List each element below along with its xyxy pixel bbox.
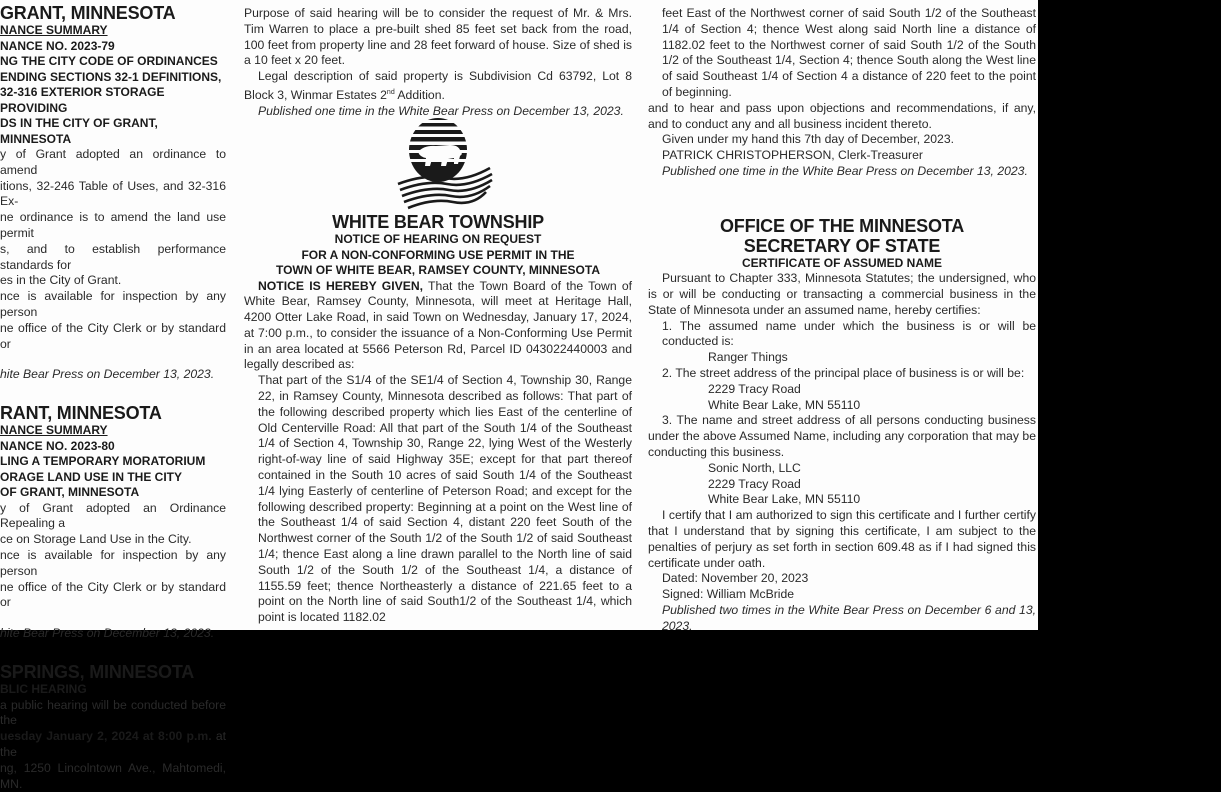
body-line: ne office of the City Clerk or by standard or [0, 579, 226, 610]
legal-description [244, 69, 632, 104]
list-item: 2. The street address of the principal place of business is or will be: [662, 366, 1025, 381]
body-line: ng, 1250 Lincolntown Ave., Mahtomedi, MN. [0, 760, 226, 791]
column-left [0, 0, 226, 792]
notice-subheading: NANCE SUMMARY [0, 423, 108, 438]
notice-subheading: NANCE SUMMARY [0, 23, 108, 37]
legal-description: That part of the S1/4 of the SE1/4 of Section 4, Township 30, Range 22, in Ramsey County, Minnesota described as follows: That part of the following described property which lies East of the centerline of Old Centerville Road: All that part of the South 1/4 of the Southeast 1/4 of Section 4, Township 30, Range 22, lying West of the Westerly right-of-way line of said Highway 35E; except for that part thereof contained in the South 10 acres of said South 1/4 of the Southeast 1/4 lying Easterly of centerline of Peterson Road; and except for the following described property: Beginning at a point on the West line of the Southeast 1/4 of said Section 4, distant 220 feet South of the Northwest corner of the South 1/2 of the South 1/2 of said Southeast 1/4; thence East along a line drawn parallel to the North line of said South 1/2 of the South 1/2 of the Southeast 1/4, a distance of 1155.59 feet; thence Northeasterly a distance of 221.65 feet to a point on the North line of said South1/2 of the Southeast 1/4, which point is located 1182.02 [258, 373, 632, 625]
notice-subheading: NOTICE OF HEARING ON REQUEST [334, 232, 542, 246]
published-note: Published one time in the White Bear Press on December 13, 2023. [258, 103, 624, 118]
white-bear-township-logo-icon [390, 112, 500, 212]
signature-date: Dated: November 20, 2023 [662, 571, 809, 586]
ordinance-title-line: OF GRANT, MINNESOTA [0, 485, 140, 500]
certification-paragraph: I certify that I am authorized to sign this certificate and I further certify that I understand that by signing this certificate, I am subject to the penalties of perjury as set forth in section 609.48 as if I had signed this certificate under oath. [648, 508, 1036, 570]
address-line: 2229 Tracy Road [708, 476, 801, 491]
address-line: White Bear Lake, MN 55110 [708, 492, 861, 507]
business-owner-name: Sonic North, LLC [708, 460, 801, 475]
body-line: ne office of the City Clerk or by standard or [0, 320, 226, 351]
ordinance-title-line: LING A TEMPORARY MORATORIUM [0, 454, 206, 469]
body-line: ne ordinance is to amend the land use permit [0, 210, 226, 240]
body-paragraph: Purpose of said hearing will be to consider the request of Mr. & Mrs. Tim Warren to place a pre-built shed 85 feet set back from the road, 100 feet from property line and 28 feet forward of house. Size of shed is a 10 feet x 20 feet. [244, 6, 632, 68]
body-text: Addition. [394, 88, 445, 103]
notice-heading: GRANT, MINNESOTA [0, 3, 176, 23]
body-line: itions, 32-246 Table of Uses, and 32-316 Ex- [0, 178, 226, 209]
ordinal-suffix: nd [386, 88, 395, 96]
list-item: 3. The name and street address of all persons conducting business under the above Assumed Name, including any corporation that may be conducting this business. [648, 413, 1036, 460]
notice-white-bear-township [244, 212, 632, 626]
body-line: a public hearing will be conducted before the [0, 697, 226, 728]
body-line [0, 729, 226, 761]
ordinance-title-line: ENDING SECTIONS 32-1 DEFINITIONS, [0, 69, 222, 84]
body-text: at the [0, 729, 226, 759]
body-line: nce is available for inspection by any person [0, 289, 226, 319]
notice-grant-2023-80 [0, 383, 226, 642]
published-note: Published two times in the White Bear Press on December 6 and 13, 2023. [662, 603, 1036, 633]
address-line: 2229 Tracy Road [708, 381, 801, 396]
ordinance-title-line: ORAGE LAND USE IN THE CITY [0, 469, 183, 484]
published-note: Published one time in the White Bear Press on December 13, 2023. [662, 163, 1028, 178]
legal-description: feet East of the Northwest corner of said South 1/2 of the Southeast 1/4 of Section 4; thence West along said North line a distance of 1182.02 feet to the Northwest corner of said South 1/2 of the South 1/2 of the Southeast 1/4, Section 4; thence South along the West line of said Southeast 1/4 of Section 4 a distance of 220 feet to the point of beginning. [662, 6, 1036, 99]
address-line: White Bear Lake, MN 55110 [708, 397, 861, 412]
body-line: nce is available for inspection by any person [0, 548, 226, 578]
notice-title: WHITE BEAR TOWNSHIP [332, 212, 544, 232]
notice-lead: NOTICE IS HEREBY GIVEN, [258, 278, 424, 293]
body-line: s, and to establish performance standards for [0, 241, 226, 272]
body-line: ce on Storage Land Use in the City. [0, 532, 192, 547]
body-paragraph: Pursuant to Chapter 333, Minnesota Statutes; the undersigned, who is or will be conducting or transacting a commercial business in the State of Minnesota under an assumed name, hereby certifies: [648, 271, 1036, 317]
notice-heading: SPRINGS, MINNESOTA [0, 662, 195, 683]
ordinance-title-line: NG THE CITY CODE OF ORDINANCES [0, 54, 218, 68]
notice-heading: RANT, MINNESOTA [0, 403, 162, 424]
notice-shed-hearing [244, 0, 632, 120]
column-middle [244, 0, 632, 120]
blank-line [0, 352, 226, 367]
notice-subheading: TOWN OF WHITE BEAR, RAMSEY COUNTY, MINNESOTA [275, 263, 600, 277]
notice-white-bear-township-continued [648, 0, 1036, 180]
column-right [648, 0, 1036, 635]
list-item: 1. The assumed name under which the business is or will be conducted is: [662, 318, 1036, 349]
body-line: y of Grant adopted an Ordinance Repealing a [0, 500, 226, 531]
ordinance-number: NANCE NO. 2023-79 [0, 38, 115, 53]
notice-lead-paragraph [244, 279, 632, 374]
body-line: es in the City of Grant. [0, 273, 122, 288]
hearing-date: uesday January 2, 2024 at 8:00 p.m. [0, 729, 212, 744]
ordinance-title-line: 32-316 EXTERIOR STORAGE PROVIDING [0, 85, 165, 115]
ordinance-title-line: DS IN THE CITY OF GRANT, MINNESOTA [0, 116, 158, 146]
body-text: That the Town Board of the Town of White Bear, Ramsey County, Minnesota, will meet at Heritage Hall, 4200 Otter Lake Road, in said Town on Wednesday, January 17, 2024, at 7:00 p.m., to consider the issuance of a Non-Conforming Use Permit in an area located at 5566 Peterson Rd, Parcel ID 043022440003 and legally described as: [244, 278, 632, 372]
body-paragraph: and to hear and pass upon objections and recommendations, if any, and to conduct any and all business incident thereto. [648, 100, 1036, 131]
body-line: y of Grant adopted an ordinance to amend [0, 147, 226, 177]
signature-date: Given under my hand this 7th day of December, 2023. [662, 132, 954, 147]
published-note: hite Bear Press on December 13, 2023. [0, 626, 215, 641]
notice-subheading: FOR A NON-CONFORMING USE PERMIT IN THE [301, 247, 575, 262]
notice-title: SECRETARY OF STATE [743, 235, 941, 256]
signer-name: PATRICK CHRISTOPHERSON, Clerk-Treasurer [662, 148, 923, 163]
notice-title: OFFICE OF THE MINNESOTA [719, 215, 965, 236]
assumed-name: Ranger Things [708, 350, 788, 365]
notice-springs-public-hearing [0, 642, 226, 792]
body-text: Legal description of said property is Subdivision Cd 63792, Lot 8 Block 3, Winmar Estates 2 [244, 69, 632, 103]
notice-secretary-of-state [648, 180, 1036, 635]
blank-line [0, 611, 226, 626]
notice-grant-2023-79 [0, 0, 226, 383]
ordinance-number: NANCE NO. 2023-80 [0, 438, 115, 453]
column-middle-lower [244, 212, 632, 626]
published-note: hite Bear Press on December 13, 2023. [0, 367, 215, 382]
signer-name: Signed: William McBride [662, 587, 795, 602]
notice-subheading: CERTIFICATE OF ASSUMED NAME [742, 255, 942, 270]
notice-subheading: BLIC HEARING [0, 682, 87, 697]
